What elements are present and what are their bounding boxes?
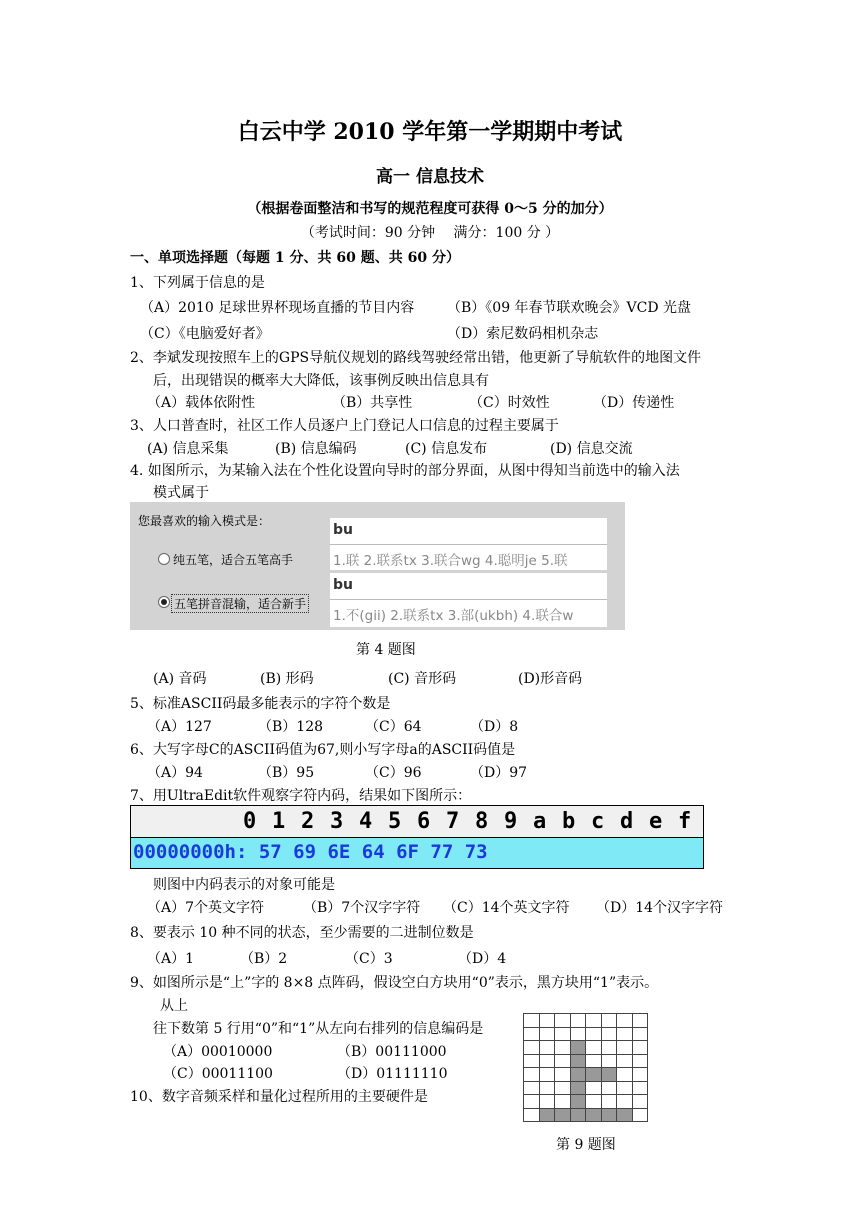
dot-cell [555,1109,571,1123]
dot-cell [555,1082,571,1096]
option-wubi-pinyin-label: 五笔拼音混输，适合新手 [171,594,309,613]
q7-option-b: （B）7个汉字字符 [303,900,421,916]
candidate-list-2: 1.不(gii) 2.联系tx 3.部(ukbh) 4.联合w [333,608,574,624]
dot-cell [586,1095,602,1109]
q9-option-c: （C）00011100 [163,1066,273,1082]
dot-cell [540,1041,556,1055]
dot-cell [540,1082,556,1096]
q8-option-d: （D）4 [458,951,507,967]
candidate-list-1: 1.联 2.联系tx 3.联合wg 4.聪明je 5.联 [333,553,568,569]
dot-cell [633,1028,649,1042]
q4-option-a: (A) 音码 [153,671,207,687]
q2-option-d: （D）传递性 [593,395,675,411]
ime-settings-figure [130,502,625,630]
dot-cell [633,1055,649,1069]
exam-title: 白云中学 2010 学年第一学期期中考试 [237,119,623,145]
hex-col-d: d [620,809,634,834]
q2-stem-line2: 后，出现错误的概率大大降低，该事例反映出信息具有 [153,373,489,389]
hex-col-3: 3 [330,809,344,834]
hex-col-4: 4 [359,809,373,834]
q5-option-b: （B）128 [258,719,324,735]
q4-stem-line2: 模式属于 [153,485,209,501]
q8-option-a: （A）1 [147,951,195,967]
dot-cell [524,1055,540,1069]
radio-wubi-pinyin[interactable] [158,596,170,608]
q1-stem: 1、下列属于信息的是 [130,275,265,291]
q5-stem: 5、标准ASCII码最多能表示的字符个数是 [130,696,391,712]
q6-option-c: （C）96 [365,765,422,781]
candidate-input-2: bu [333,577,353,593]
dot-cell [586,1041,602,1055]
q5-option-d: （D）8 [470,719,519,735]
hex-data-row [131,838,703,868]
dot-cell [633,1068,649,1082]
hex-col-7: 7 [446,809,460,834]
dot-cell [602,1068,618,1082]
q8-stem: 8、要表示 10 种不同的状态，至少需要的二进制位数是 [130,925,474,941]
hex-col-8: 8 [475,809,489,834]
candidate-box-2 [330,573,607,627]
dot-cell [571,1028,587,1042]
dot-cell [571,1095,587,1109]
q4-option-b: (B) 形码 [260,671,314,687]
dot-cell [555,1014,571,1028]
candidate-box-1 [330,518,607,570]
dot-cell [617,1041,633,1055]
q3-option-a: (A) 信息采集 [147,441,229,457]
dot-cell [524,1109,540,1123]
dot-cell [524,1028,540,1042]
dot-cell [586,1028,602,1042]
q2-option-a: （A）载体依附性 [147,395,256,411]
dot-cell [617,1095,633,1109]
hex-col-0: 0 [243,809,257,834]
option-wubi-only-label: 纯五笔，适合五笔高手 [173,553,294,567]
q4-option-d: (D)形音码 [518,671,583,687]
q5-option-c: （C）64 [365,719,422,735]
dot-cell [555,1055,571,1069]
q5-option-a: （A）127 [147,719,212,735]
hex-col-b: b [562,809,576,834]
q6-stem: 6、大写字母C的ASCII码值为67,则小写字母a的ASCII码值是 [130,742,516,758]
q9-option-a: （A）00010000 [163,1044,273,1060]
dot-cell [633,1082,649,1096]
hex-col-1: 1 [272,809,286,834]
q2-stem-line1: 2、李斌发现按照车上的GPS导航仪规划的路线驾驶经常出错，他更新了导航软件的地图文件 [130,350,702,366]
q3-option-d: (D) 信息交流 [550,441,633,457]
q8-option-c: （C）3 [345,951,393,967]
dot-cell [571,1082,587,1096]
dot-cell [524,1014,540,1028]
q6-option-d: （D）97 [470,765,528,781]
q9-figure-caption: 第 9 题图 [556,1137,616,1153]
dot-cell [602,1028,618,1042]
candidate-input-1: bu [333,522,353,538]
hex-col-f: f [678,809,692,834]
dot-cell [617,1082,633,1096]
dot-cell [555,1068,571,1082]
dot-cell [617,1028,633,1042]
exam-info: （考试时间：90 分钟 满分：100 分 ） [300,225,560,241]
q9-option-d: （D）01111110 [337,1066,448,1082]
dot-cell [555,1028,571,1042]
q7-option-a: （A）7个英文字符 [147,900,265,916]
dot-cell [602,1055,618,1069]
dot-cell [540,1014,556,1028]
dot-cell [524,1095,540,1109]
dot-cell [540,1109,556,1123]
q1-option-a: （A）2010 足球世界杯现场直播的节目内容 [140,300,415,316]
q3-option-c: (C) 信息发布 [405,441,488,457]
q7-option-d: （D）14个汉字字符 [596,900,724,916]
q6-option-b: （B）95 [258,765,315,781]
dot-cell [555,1041,571,1055]
hex-col-6: 6 [417,809,431,834]
q4-figure-caption: 第 4 题图 [356,642,416,658]
dot-cell [586,1014,602,1028]
q1-option-b: （B）《09 年春节联欢晚会》VCD 光盘 [447,300,692,316]
q8-option-b: （B）2 [240,951,288,967]
dot-cell [540,1068,556,1082]
dot-cell [524,1041,540,1055]
dot-cell [586,1109,602,1123]
dot-cell [586,1055,602,1069]
dot-cell [540,1028,556,1042]
dot-cell [617,1014,633,1028]
q1-option-c: （C）《电脑爱好者》 [140,326,270,342]
candidate-divider-2 [330,599,607,600]
dot-cell [617,1068,633,1082]
q3-option-b: (B) 信息编码 [275,441,357,457]
hex-column-header [131,806,703,838]
dot-cell [571,1041,587,1055]
bonus-note: （根据卷面整洁和书写的规范程度可获得 0～5 分的加分） [247,201,613,217]
hex-col-c: c [591,809,605,834]
dot-cell [571,1109,587,1123]
q4-stem-line1: 4. 如图所示，为某输入法在个性化设置向导时的部分界面，从图中得知当前选中的输入法 [130,463,680,479]
q9-stem-line1: 9、如图所示是“上”字的 8×8 点阵码，假设空白方块用“0”表示，黑方块用“1”表示。 [130,975,659,991]
q6-option-a: （A）94 [147,765,203,781]
q9-option-b: （B）00111000 [337,1044,447,1060]
q3-stem: 3、人口普查时，社区工作人员逐户上门登记人口信息的过程主要属于 [130,418,559,434]
exam-subject: 高一 信息技术 [376,167,484,187]
dot-cell [571,1068,587,1082]
hex-col-9: 9 [504,809,518,834]
dot-cell [555,1095,571,1109]
dot-cell [617,1109,633,1123]
q7-option-c: （C）14个英文字符 [443,900,570,916]
dot-cell [633,1041,649,1055]
ime-prompt: 您最喜欢的输入模式是： [138,514,271,528]
dot-cell [540,1095,556,1109]
hex-col-e: e [649,809,663,834]
dot-cell [602,1082,618,1096]
q1-option-d: （D）索尼数码相机杂志 [447,326,599,342]
candidate-divider-1 [330,544,607,545]
section-heading: 一、单项选择题（每题 1 分、共 60 题、共 60 分） [130,250,460,266]
dot-cell [602,1109,618,1123]
hex-col-a: a [533,809,547,834]
dot-cell [602,1041,618,1055]
dot-cell [602,1014,618,1028]
dot-matrix-grid [523,1013,648,1122]
dot-cell [524,1068,540,1082]
dot-cell [586,1082,602,1096]
radio-wubi-only[interactable] [158,553,170,565]
q4-option-c: (C) 音形码 [388,671,457,687]
dot-cell [617,1055,633,1069]
dot-cell [633,1109,649,1123]
dot-cell [633,1014,649,1028]
q10-stem: 10、数字音频采样和量化过程所用的主要硬件是 [130,1089,428,1105]
dot-cell [524,1082,540,1096]
dot-cell [571,1014,587,1028]
dot-cell [586,1068,602,1082]
dot-cell [633,1095,649,1109]
hex-data-text: 00000000h: 57 69 6E 64 6F 77 73 [133,841,488,863]
q9-stem-line3: 往下数第 5 行用“0”和“1”从左向右排列的信息编码是 [153,1021,484,1037]
q7-stem: 7、用UltraEdit软件观察字符内码，结果如下图所示： [130,788,472,804]
dot-cell [540,1055,556,1069]
hex-col-2: 2 [301,809,315,834]
q2-option-b: （B）共享性 [332,395,413,411]
ultraedit-hex-figure [130,805,704,869]
q2-option-c: （C）时效性 [469,395,550,411]
hex-col-5: 5 [388,809,402,834]
q9-stem-line2: 从上 [160,998,188,1014]
q7-followup: 则图中内码表示的对象可能是 [153,877,335,893]
dot-cell [571,1055,587,1069]
dot-cell [602,1095,618,1109]
